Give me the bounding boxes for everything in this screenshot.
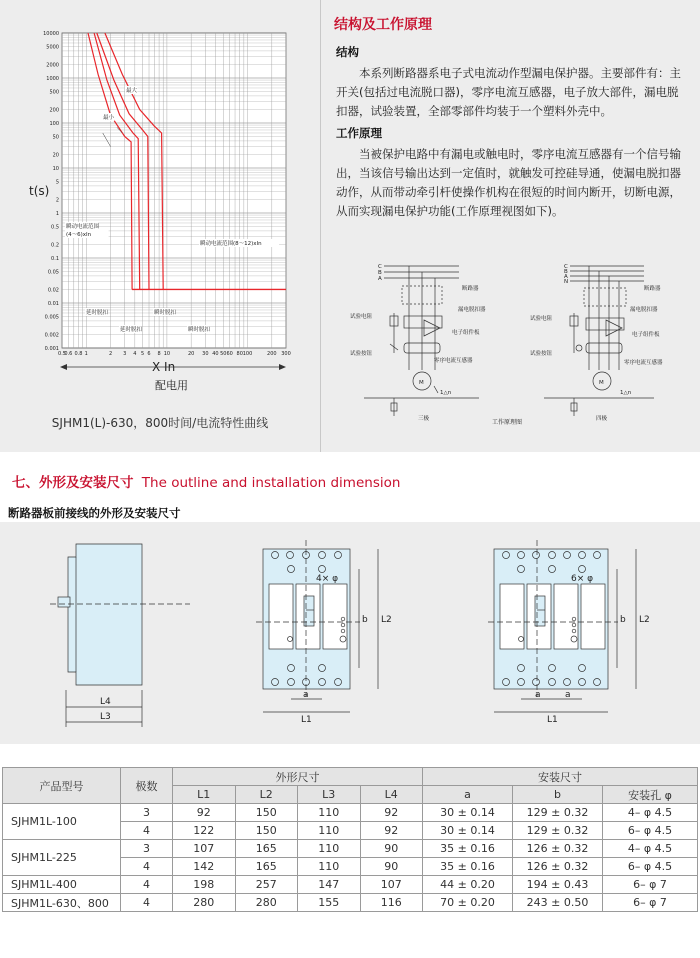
label-delay-trip: 延时脱扣 (86, 310, 109, 316)
th-holes: 安装孔 φ (603, 786, 698, 804)
x-tick-label: 5 (141, 351, 145, 357)
schematic-four-pole (544, 266, 654, 416)
th-l4: L4 (360, 786, 423, 804)
breaker-label-4p: 断路器 (644, 286, 661, 292)
y-tick-label: 0.2 (51, 242, 59, 249)
cell-l3: 155 (298, 894, 361, 912)
y-tick-label: 200 (49, 107, 59, 114)
section-7-title-en: The outline and installation dimension (141, 475, 401, 491)
th-install: 安装尺寸 (423, 768, 698, 786)
chart-caption: SJHM1(L)-630，800时间/电流特性曲线 (51, 416, 269, 430)
dim-l1-4p: L1 (547, 715, 558, 725)
dim-holes-4p: 6× φ (571, 574, 594, 584)
delta-n-label: 1△n (440, 390, 452, 396)
cell-b: 129 ± 0.32 (513, 822, 603, 840)
dimension-drawings (0, 522, 700, 744)
working-principle-diagram (334, 258, 694, 438)
test-button-label-4p: 试验按钮 (530, 351, 553, 357)
cell-a: 35 ± 0.16 (423, 858, 513, 876)
cell-l4: 107 (360, 876, 423, 894)
cell-l1: 142 (173, 858, 236, 876)
x-tick-label: 1 (84, 351, 88, 357)
label-inst-trip-2: 瞬时脱扣 (188, 327, 211, 333)
cell-holes: 6– φ 4.5 (603, 822, 698, 840)
leak-release-label: 漏电脱扣器 (458, 307, 486, 313)
cell-l1: 198 (173, 876, 236, 894)
four-pole-label: 四极 (596, 416, 608, 422)
y-tick-label: 500 (49, 89, 59, 96)
cell-model: SJHM1L-100 (3, 804, 121, 840)
th-outline: 外形尺寸 (173, 768, 423, 786)
label-inst-range-right: 瞬动电流范围(8～12)xIn (200, 241, 262, 247)
label-inst-range-left: 瞬动电流范围 (66, 224, 100, 230)
y-tick-label: 100 (49, 121, 59, 127)
x-tick-label: 6 (147, 351, 151, 357)
x-tick-label: 0.5 (58, 351, 66, 357)
front-view-4-pole (488, 540, 636, 712)
x-tick-label: 80 (236, 351, 243, 357)
table-row (3, 894, 698, 912)
y-axis-title: t(s) (29, 184, 50, 198)
leak-release-label-4p: 漏电脱扣器 (630, 307, 658, 313)
cell-model: SJHM1L-630、800 (3, 894, 121, 912)
phase-a-label-4p: A (564, 274, 568, 280)
x-tick-labels (58, 351, 291, 357)
cell-a: 35 ± 0.16 (423, 840, 513, 858)
structure-heading: 结构 (336, 45, 359, 59)
th-l3: L3 (298, 786, 361, 804)
test-button-label: 试验按钮 (350, 351, 373, 357)
label-inst-range-left-2: (4～6)xIn (66, 232, 92, 238)
label-max: 最大 (126, 88, 138, 94)
cell-b: 126 ± 0.32 (513, 858, 603, 876)
motor-label-4p: M (599, 380, 604, 386)
cell-l4: 92 (360, 804, 423, 822)
label-inst-trip: 瞬时脱扣 (154, 310, 177, 316)
section-7-title-cn: 七、外形及安装尺寸 (12, 475, 134, 491)
three-pole-label: 三极 (418, 416, 430, 422)
cell-poles: 4 (121, 858, 173, 876)
phase-b-label: B (378, 270, 382, 276)
dim-l2-4p: L2 (639, 615, 650, 625)
cell-l2: 150 (235, 822, 298, 840)
cell-l1: 122 (173, 822, 236, 840)
cell-l1: 92 (173, 804, 236, 822)
cell-model: SJHM1L-400 (3, 876, 121, 894)
cell-model: SJHM1L-225 (3, 840, 121, 876)
table-row (3, 804, 698, 822)
th-l1: L1 (173, 786, 236, 804)
y-tick-label: 20 (52, 152, 59, 159)
x-tick-label: 8 (157, 351, 161, 357)
x-tick-label: 200 (267, 351, 277, 357)
cell-holes: 6– φ 4.5 (603, 858, 698, 876)
y-tick-label: 1000 (46, 76, 59, 82)
th-model: 产品型号 (3, 768, 121, 804)
structure-paragraph: 本系列断路器系电子式电流动作型漏电保护器。主要部件有：主开关(包括过电流脱口器)，零序电流互感器，电子放大部件，漏电脱扣器，试验装置，全部零部件均装于一个塑料外壳中。 (336, 66, 681, 118)
y-tick-label: 0.005 (44, 314, 59, 321)
y-tick-label: 10 (52, 166, 59, 172)
electronic-board-label: 电子组件板 (452, 330, 480, 336)
y-tick-label: 10000 (43, 31, 59, 37)
th-b: b (513, 786, 603, 804)
structure-principle-section (334, 14, 686, 221)
phase-c-label: C (378, 264, 382, 270)
breaker-label: 断路器 (462, 286, 479, 292)
th-a: a (423, 786, 513, 804)
label-delay-trip-2: 延时脱扣 (120, 327, 143, 333)
cell-a: 30 ± 0.14 (423, 822, 513, 840)
phase-n-label-4p: N (564, 279, 569, 285)
section-7-subtitle: 断路器板前接线的外形及安装尺寸 (8, 506, 181, 520)
x-tick-label: 100 (242, 351, 253, 357)
cell-poles: 4 (121, 894, 173, 912)
section-title: 结构及工作原理 (334, 17, 432, 33)
principle-paragraph: 当被保护电路中有漏电或触电时，零序电流互感器有一个信号输出，当该信号输出达到一定值时，就触发可控硅导通，使漏电脱扣器动作，从而带动牵引杆使操作机构在很短的时间内断开，切断电源，从而实现漏电保护功能(工作原理视图如下)。 (336, 147, 681, 218)
x-tick-label: 4 (133, 351, 137, 357)
dim-b-3p: b (362, 615, 368, 625)
cell-l2: 257 (235, 876, 298, 894)
phase-c-label-4p: C (564, 264, 568, 270)
chart-svg (0, 0, 320, 452)
x-tick-label: 30 (202, 351, 209, 357)
cell-poles: 4 (121, 822, 173, 840)
cell-l1: 107 (173, 840, 236, 858)
th-l2: L2 (235, 786, 298, 804)
cell-holes: 4– φ 4.5 (603, 804, 698, 822)
zero-ct-label: 零序电流互感器 (434, 358, 473, 364)
y-tick-label: 0.5 (51, 224, 59, 231)
zero-ct-label-4p: 零序电流互感器 (624, 360, 663, 366)
dim-a-4p-left: a (535, 690, 541, 700)
y-tick-label: 2000 (46, 62, 59, 69)
test-resistor-label: 试验电阻 (350, 314, 373, 320)
dim-a-3p: a (303, 690, 309, 700)
chart-subtitle: 配电用 (155, 379, 188, 392)
side-view (50, 544, 190, 727)
cell-holes: 6– φ 7 (603, 876, 698, 894)
x-tick-label: 40 (212, 351, 219, 357)
y-tick-label: 0.1 (51, 256, 59, 262)
x-tick-label: 3 (123, 351, 127, 357)
y-tick-label: 0.05 (47, 269, 59, 276)
phase-b-label-4p: B (564, 269, 568, 275)
y-tick-label: 1 (55, 211, 59, 217)
delta-n-label-4p: 1△n (620, 390, 632, 396)
cell-l2: 165 (235, 858, 298, 876)
label-min: 最小 (103, 115, 115, 121)
cell-poles: 4 (121, 876, 173, 894)
x-tick-label: 2 (108, 351, 113, 357)
dim-holes-3p: 4× φ (316, 574, 339, 584)
cell-l3: 110 (298, 840, 361, 858)
cell-l4: 90 (360, 840, 423, 858)
y-tick-label: 0.02 (47, 287, 59, 294)
chart-grid (62, 33, 286, 348)
cell-a: 70 ± 0.20 (423, 894, 513, 912)
cell-b: 129 ± 0.32 (513, 804, 603, 822)
x-tick-label: 300 (281, 351, 291, 357)
cell-l3: 147 (298, 876, 361, 894)
dim-b-4p: b (620, 615, 626, 625)
front-view-3-pole (256, 540, 378, 712)
cell-b: 126 ± 0.32 (513, 840, 603, 858)
section-7-title (12, 471, 400, 491)
dim-l2-3p: L2 (381, 615, 392, 625)
cell-l2: 280 (235, 894, 298, 912)
electronic-board-label-4p: 电子组件板 (632, 332, 660, 338)
cell-holes: 6– φ 7 (603, 894, 698, 912)
cell-l2: 150 (235, 804, 298, 822)
test-resistor-label-4p: 试验电阻 (530, 316, 553, 322)
y-tick-label: 50 (52, 134, 59, 141)
plot-area (62, 33, 286, 348)
dim-a-4p-right: a (565, 690, 571, 700)
y-tick-label: 5000 (46, 44, 59, 51)
cell-l3: 110 (298, 822, 361, 840)
x-tick-label: 60 (226, 351, 233, 357)
cell-l4: 92 (360, 822, 423, 840)
cell-b: 243 ± 0.50 (513, 894, 603, 912)
dim-l3: L3 (100, 712, 111, 722)
dimension-table (2, 767, 698, 912)
cell-l3: 110 (298, 804, 361, 822)
cell-l1: 280 (173, 894, 236, 912)
y-tick-label: 0.002 (44, 332, 59, 339)
time-current-chart (0, 0, 320, 452)
table-row (3, 876, 698, 894)
x-tick-label: 10 (163, 351, 171, 357)
x-tick-label: 50 (220, 351, 227, 357)
x-tick-label: 0.6 (64, 351, 73, 357)
dim-l4: L4 (100, 697, 111, 707)
x-tick-label: 0.8 (74, 351, 83, 357)
cell-b: 194 ± 0.43 (513, 876, 603, 894)
cell-poles: 3 (121, 840, 173, 858)
y-tick-label: 5 (55, 179, 59, 186)
x-axis-title: X In (152, 360, 176, 374)
table-row (3, 840, 698, 858)
vertical-divider (320, 0, 321, 452)
cell-l3: 110 (298, 858, 361, 876)
cell-poles: 3 (121, 804, 173, 822)
cell-l4: 116 (360, 894, 423, 912)
schematic-caption: 工作原理图 (492, 419, 523, 426)
phase-a-label: A (378, 276, 382, 282)
y-tick-label: 0.001 (44, 346, 59, 352)
cell-l2: 165 (235, 840, 298, 858)
principle-heading: 工作原理 (336, 126, 382, 140)
cell-a: 30 ± 0.14 (423, 804, 513, 822)
motor-label: M (419, 380, 424, 386)
cell-holes: 4– φ 4.5 (603, 840, 698, 858)
dim-l1-3p: L1 (301, 715, 312, 725)
cell-a: 44 ± 0.20 (423, 876, 513, 894)
y-tick-label: 2 (55, 197, 59, 204)
x-tick-label: 20 (187, 351, 195, 357)
th-poles: 极数 (121, 768, 173, 804)
cell-l4: 90 (360, 858, 423, 876)
y-tick-label: 0.01 (47, 301, 59, 307)
